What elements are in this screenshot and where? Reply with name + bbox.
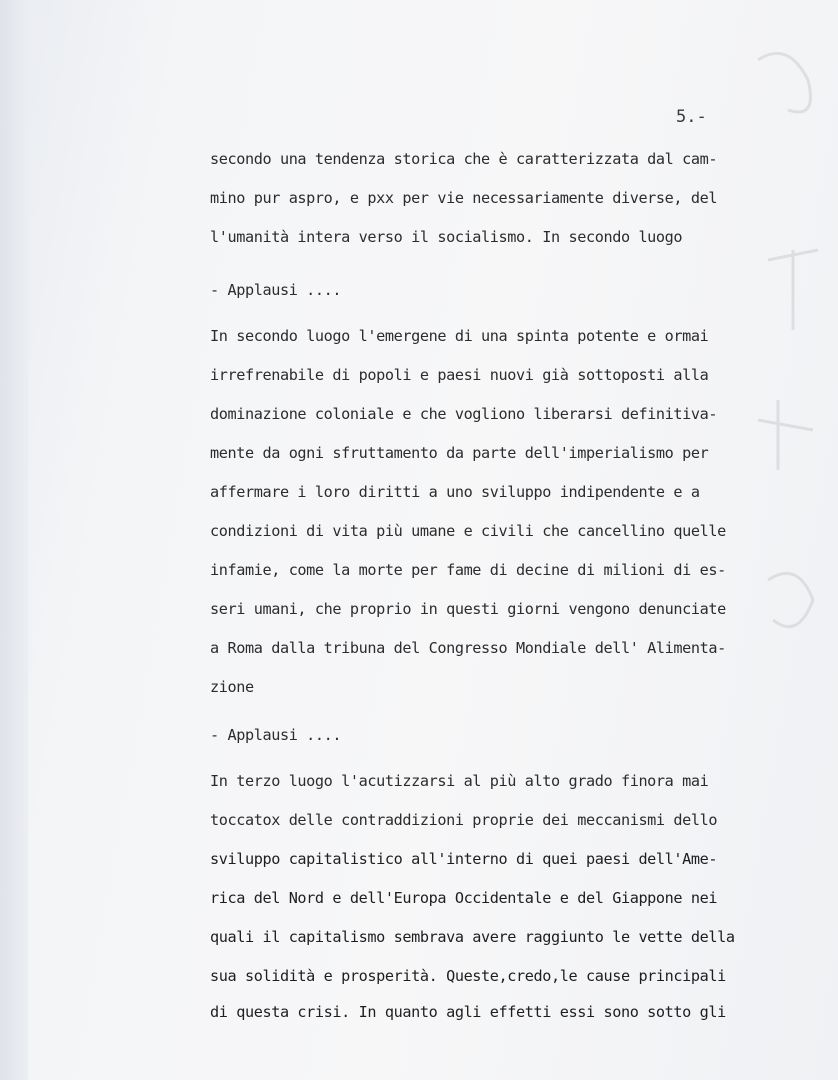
text-line-20: quali il capitalismo sembrava avere raggiunto le vette della — [210, 928, 735, 946]
page-fold-shadow — [0, 0, 28, 1080]
text-line-7: dominazione coloniale e che vogliono liberarsi definitiva- — [210, 405, 718, 423]
applause-note: - Applausi .... — [210, 726, 342, 744]
text-line-21: sua solidità e prosperità. Queste,credo,le cause principali — [210, 967, 726, 985]
text-line-11: infamie, come la morte per fame di decine di milioni di es- — [210, 561, 726, 579]
text-line-6: irrefrenabile di popoli e paesi nuovi già sottoposti alla — [210, 366, 709, 384]
text-line-13: a Roma dalla tribuna del Congresso Mondiale dell' Alimenta- — [210, 639, 726, 657]
text-line-3: l'umanità intera verso il socialismo. In secondo luogo — [210, 228, 683, 246]
text-line-16: In terzo luogo l'acutizzarsi al più alto grado finora mai — [210, 772, 709, 790]
text-line-19: rica del Nord e dell'Europa Occidentale e del Giappone nei — [210, 889, 718, 907]
text-line-1: secondo una tendenza storica che è caratterizzata dal cam- — [210, 150, 718, 168]
text-line-12: seri umani, che proprio in questi giorni vengono denunciate — [210, 600, 726, 618]
page-number: 5.- — [676, 107, 707, 127]
applause-note: - Applausi .... — [210, 281, 342, 299]
text-line-2: mino pur aspro, e pxx per vie necessariamente diverse, del — [210, 189, 718, 207]
text-line-9: affermare i loro diritti a uno sviluppo indipendente e a — [210, 483, 700, 501]
text-line-5: In secondo luogo l'emergene di una spinta potente e ormai — [210, 327, 709, 345]
text-line-10: condizioni di vita più umane e civili che cancellino quelle — [210, 522, 726, 540]
text-line-14: zione — [210, 678, 254, 696]
bleed-through-marks — [698, 0, 838, 700]
text-line-17: toccatox delle contraddizioni proprie dei meccanismi dello — [210, 811, 718, 829]
text-line-8: mente da ogni sfruttamento da parte dell'imperialismo per — [210, 444, 709, 462]
text-line-18: sviluppo capitalistico all'interno di quei paesi dell'Ame- — [210, 850, 718, 868]
text-line-22: di questa crisi. In quanto agli effetti essi sono sotto gli — [210, 1003, 726, 1021]
